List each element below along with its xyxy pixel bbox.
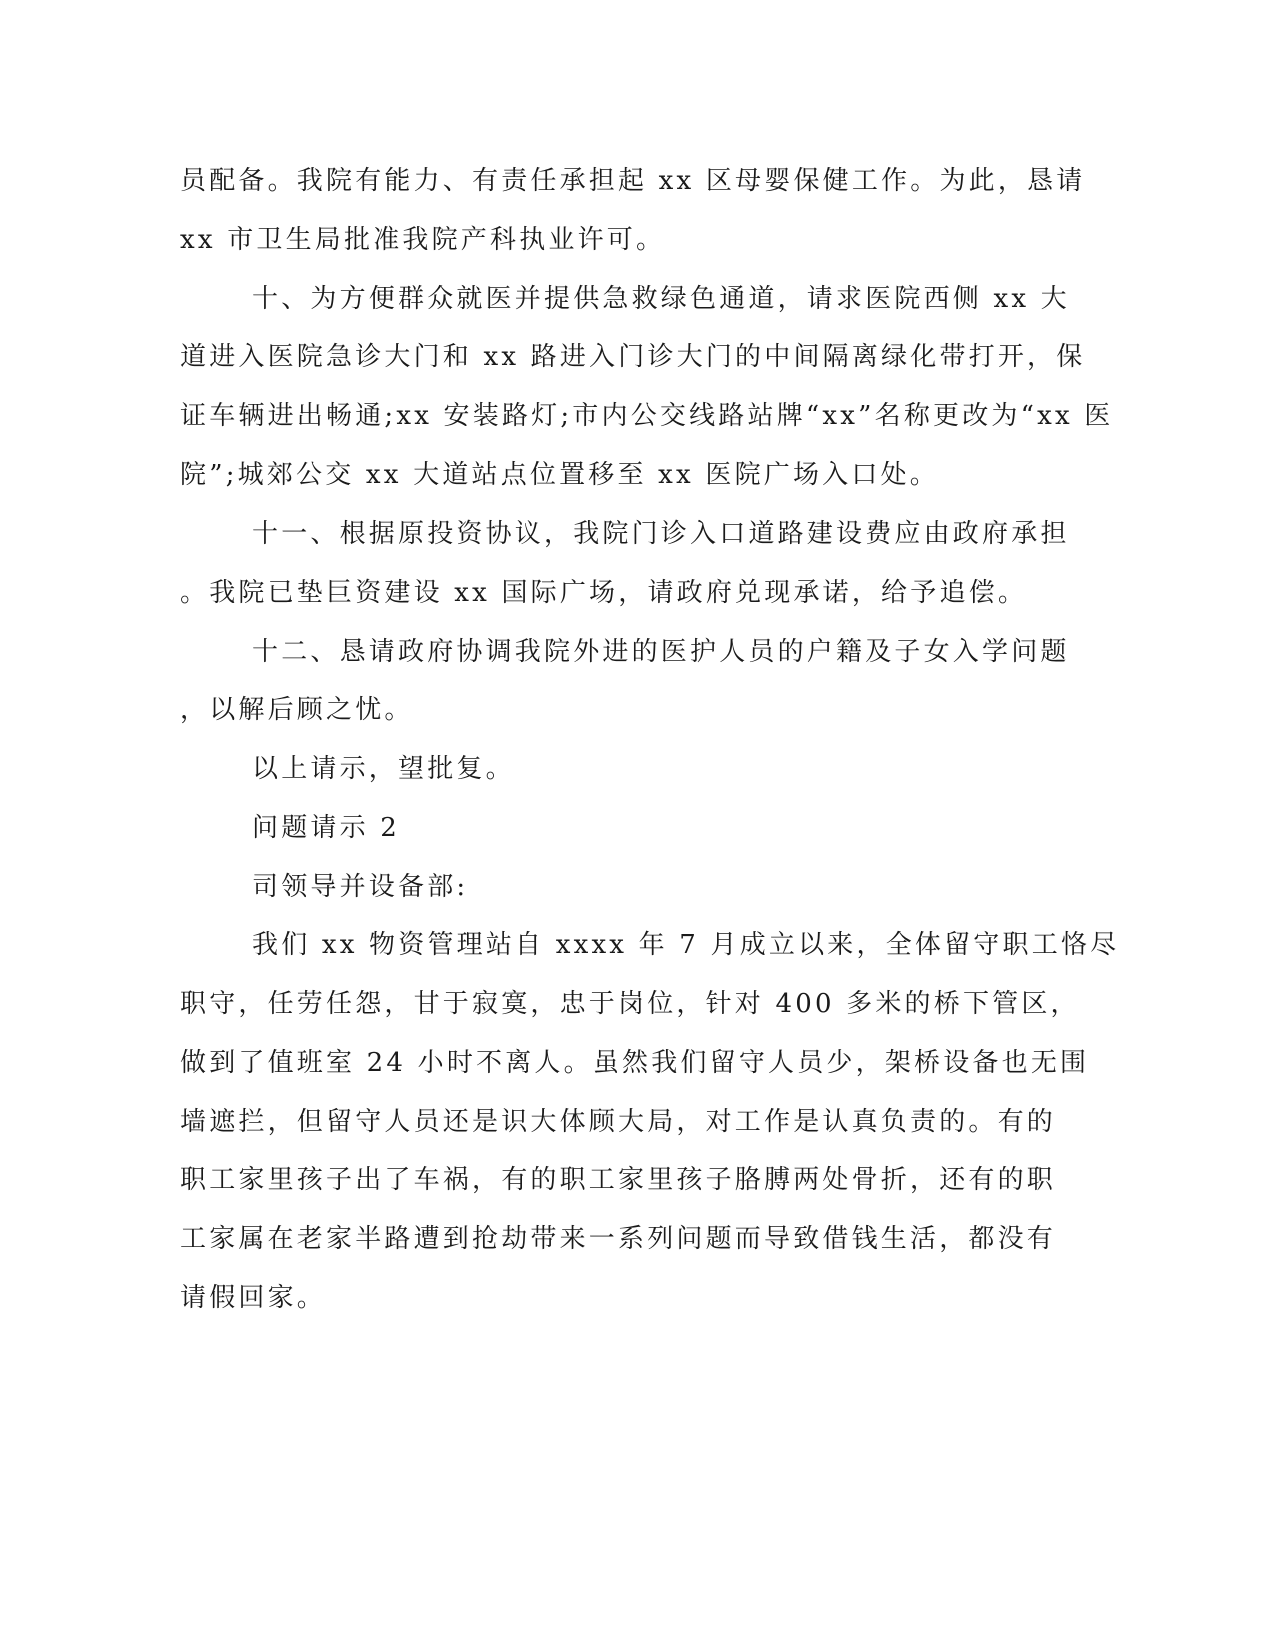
paragraph-start: 我们 xx 物资管理站自 xxxx 年 7 月成立以来，全体留守职工恪尽: [252, 930, 1120, 960]
paragraph-12-start: 十二、恳请政府协调我院外进的医护人员的户籍及子女入学问题: [252, 637, 1070, 667]
body-text-line: 院”;城郊公交 xx 大道站点位置移至 xx 医院广场入口处。: [180, 460, 939, 490]
paragraph-11-start: 十一、根据原投资协议，我院门诊入口道路建设费应由政府承担: [252, 519, 1070, 549]
body-text-line: 做到了值班室 24 小时不离人。虽然我们留守人员少，架桥设备也无围: [180, 1048, 1090, 1078]
closing-line: 以上请示，望批复。: [252, 754, 515, 784]
body-text-line: 职守，任劳任怨，甘于寂寞，忠于岗位，针对 400 多米的桥下管区，: [180, 989, 1080, 1019]
body-text-line: 请假回家。: [180, 1283, 327, 1313]
body-text-line: 职工家里孩子出了车祸，有的职工家里孩子胳膊两处骨折，还有的职: [180, 1165, 1057, 1195]
body-text-line: xx 市卫生局批准我院产科执业许可。: [180, 225, 666, 255]
section-heading: 问题请示 2: [252, 813, 401, 843]
body-text-line: 员配备。我院有能力、有责任承担起 xx 区母婴保健工作。为此，恳请: [180, 166, 1086, 196]
salutation: 司领导并设备部:: [252, 872, 469, 902]
body-text-line: 墙遮拦，但留守人员还是识大体顾大局，对工作是认真负责的。有的: [180, 1107, 1057, 1137]
body-text-line: ，以解后顾之忧。: [180, 695, 414, 725]
body-text-line: 道进入医院急诊大门和 xx 路进入门诊大门的中间隔离绿化带打开，保: [180, 342, 1086, 372]
paragraph-10-start: 十、为方便群众就医并提供急救绿色通道，请求医院西侧 xx 大: [252, 284, 1070, 314]
body-text-line: 证车辆进出畅通;xx 安装路灯;市内公交线路站牌“xx”名称更改为“xx 医: [180, 401, 1114, 431]
body-text-line: 工家属在老家半路遭到抢劫带来一系列问题而导致借钱生活，都没有: [180, 1224, 1057, 1254]
body-text-line: 。我院已垫巨资建设 xx 国际广场，请政府兑现承诺，给予追偿。: [180, 578, 1028, 608]
